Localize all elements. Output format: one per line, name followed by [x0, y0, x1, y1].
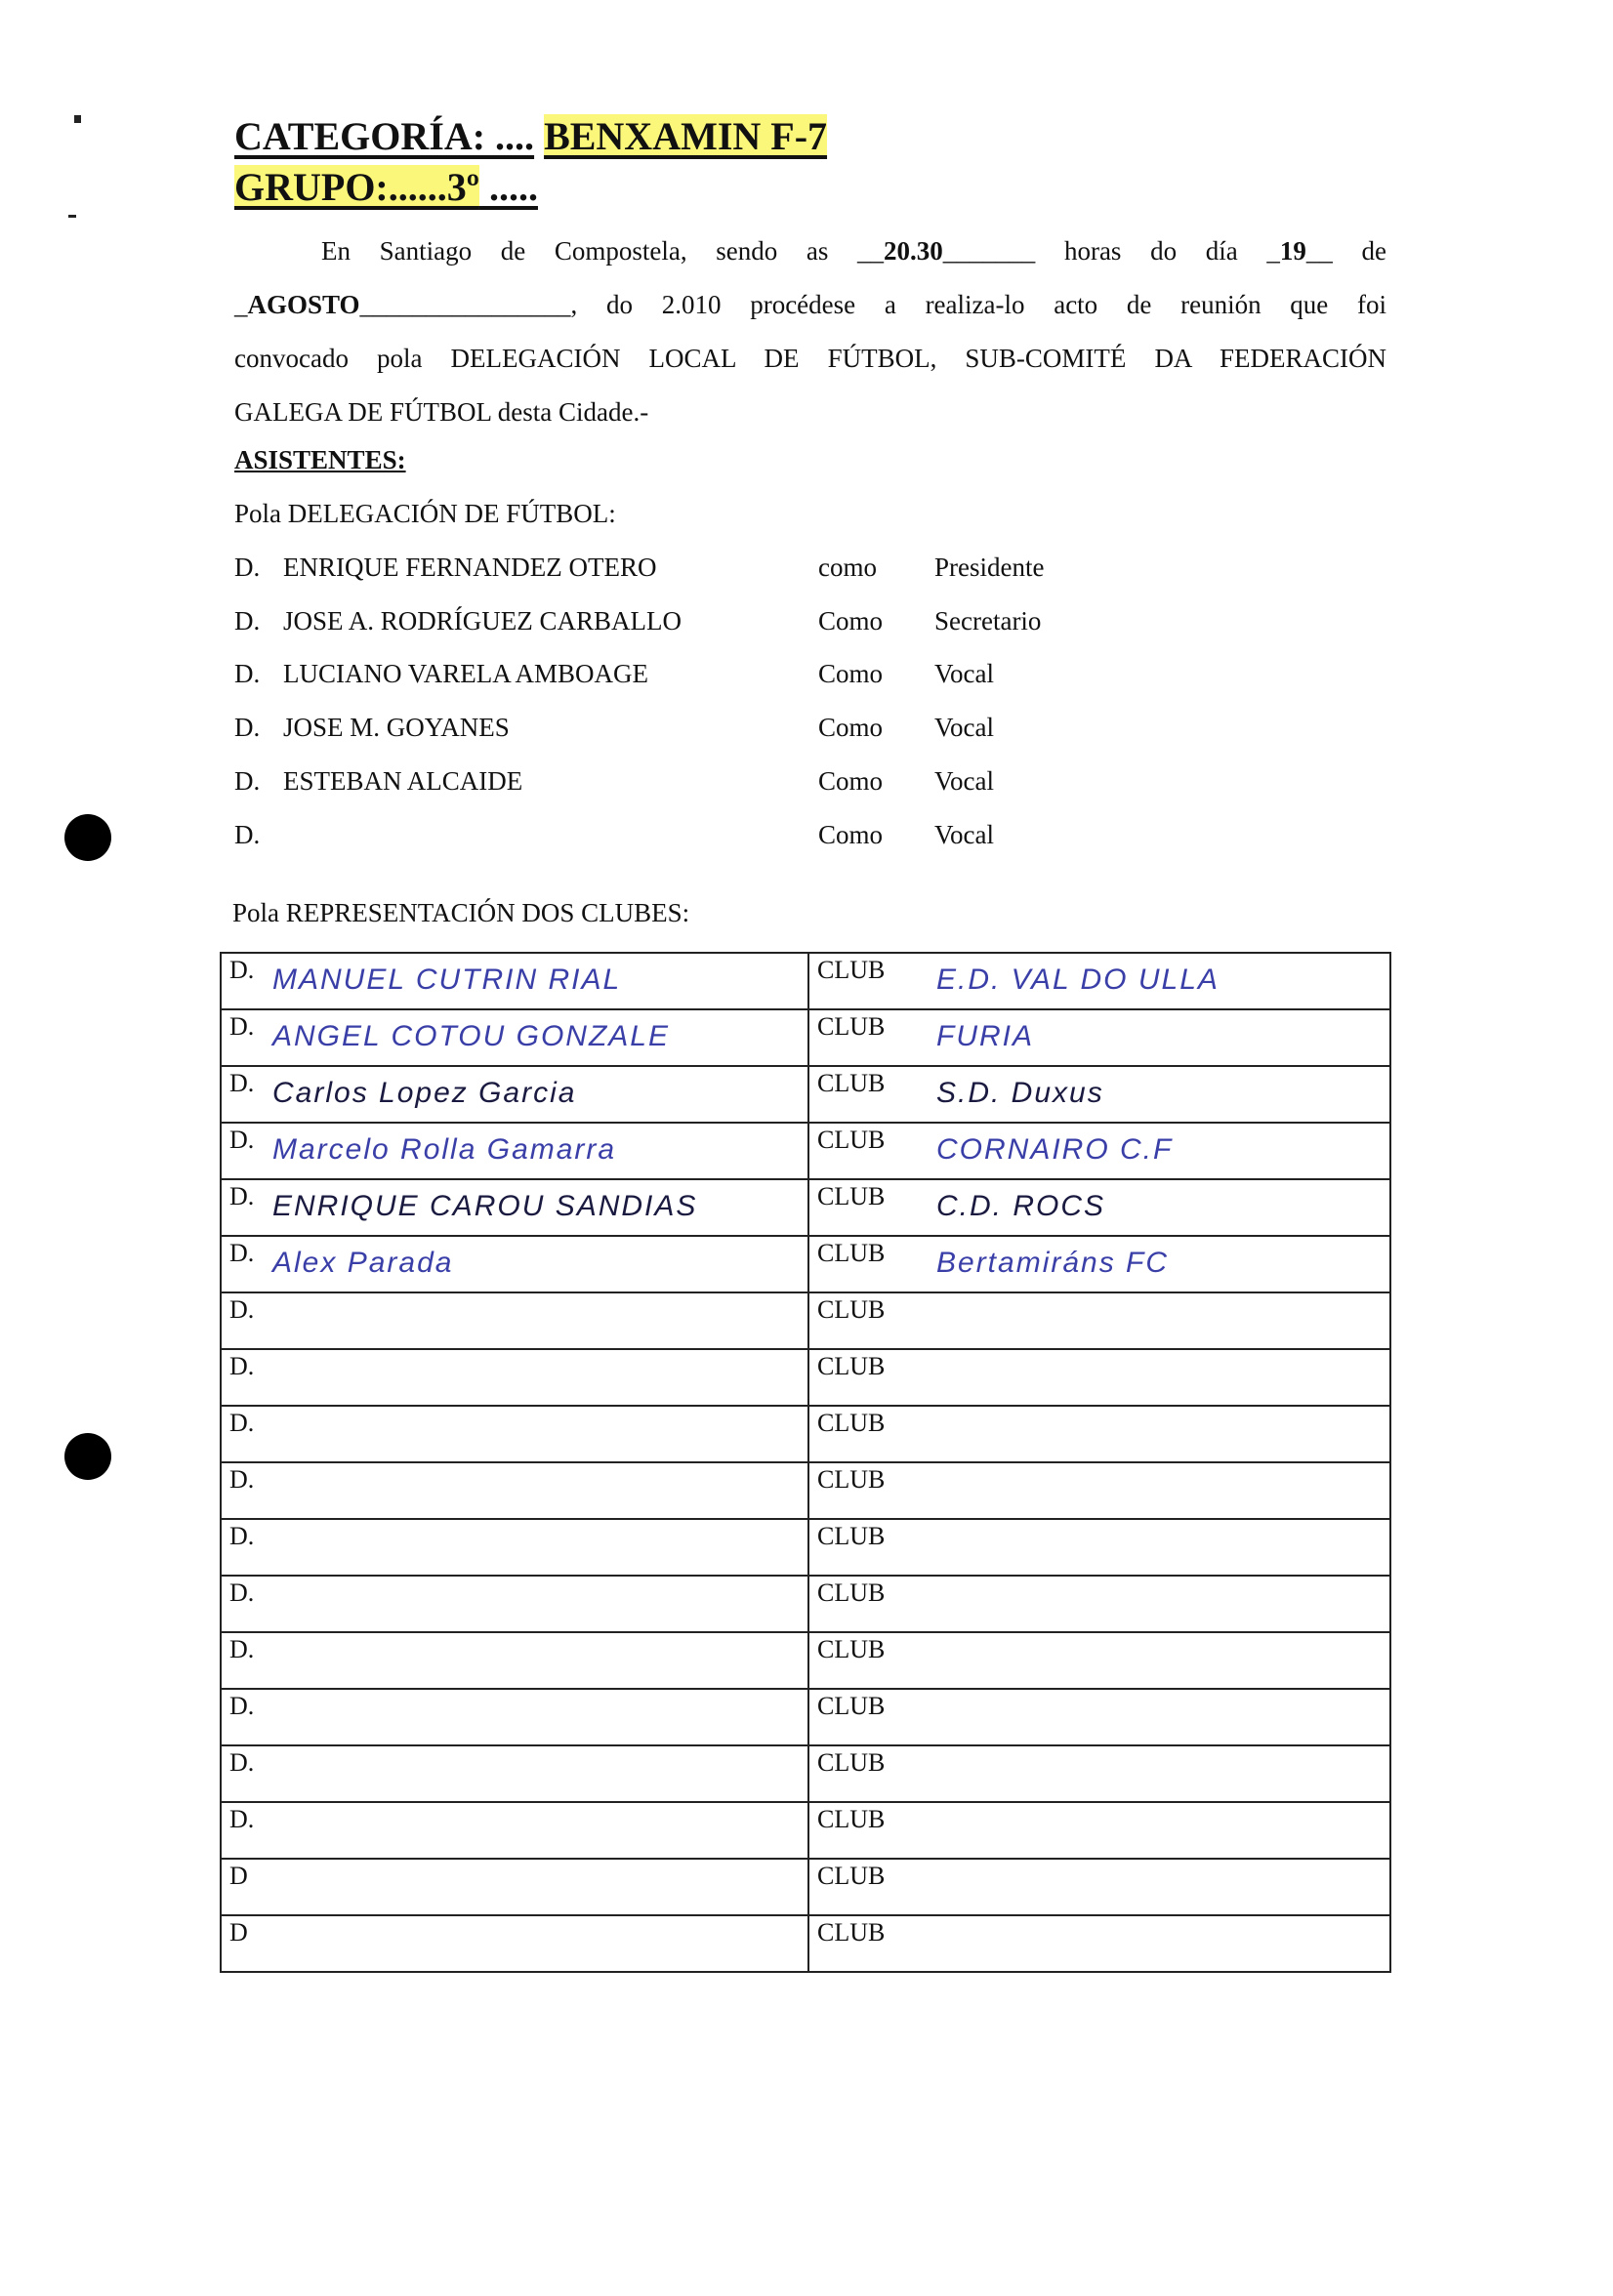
handwritten-name: Carlos Lopez Garcia	[272, 1077, 577, 1109]
meeting-month: AGOSTO	[247, 290, 360, 319]
member-as: Como	[818, 605, 884, 636]
club-label: CLUB	[817, 956, 886, 984]
club-label: CLUB	[817, 1805, 886, 1833]
scan-speck	[74, 115, 81, 123]
meeting-time: 20.30	[884, 236, 943, 266]
attendees-heading: ASISTENTES:	[234, 445, 406, 474]
handwritten-club: E.D. VAL DO ULLA	[936, 964, 1220, 996]
representative-cell	[221, 1349, 808, 1406]
member-prefix: D.	[234, 713, 261, 743]
table-row	[221, 1576, 1390, 1632]
member-as: Como	[818, 765, 884, 796]
member-as: Como	[818, 659, 884, 689]
club-cell	[808, 1406, 1390, 1462]
club-label: CLUB	[817, 1182, 886, 1210]
club-cell	[808, 1632, 1390, 1689]
member-role: Vocal	[934, 659, 994, 689]
table-row	[221, 953, 1390, 1009]
table-row	[221, 1066, 1390, 1123]
clubs-label: Pola REPRESENTACIÓN DOS CLUBES:	[232, 898, 690, 927]
club-label: CLUB	[817, 1465, 886, 1494]
club-label: CLUB	[817, 1692, 886, 1720]
club-cell	[808, 1462, 1390, 1519]
member-name: ESTEBAN ALCAIDE	[283, 765, 523, 796]
representative-cell	[221, 1009, 808, 1066]
table-row	[221, 1689, 1390, 1745]
table-row	[221, 1859, 1390, 1915]
row-prefix: D.	[229, 1635, 255, 1663]
row-prefix: D	[229, 1862, 248, 1890]
table-row	[221, 1179, 1390, 1236]
table-row	[221, 1406, 1390, 1462]
handwritten-name: ANGEL COTOU GONZALE	[272, 1020, 670, 1052]
row-prefix: D.	[229, 1522, 255, 1550]
punch-hole	[64, 1433, 111, 1480]
club-label: CLUB	[817, 1578, 886, 1607]
club-cell	[808, 1066, 1390, 1123]
club-label: CLUB	[817, 1352, 886, 1380]
club-cell	[808, 1349, 1390, 1406]
club-label: CLUB	[817, 1409, 886, 1437]
intro-line-3: convocado pola DELEGACIÓN LOCAL DE FÚTBOL, SUB-COMITÉ DA FEDERACIÓN	[234, 344, 1386, 373]
club-label: CLUB	[817, 1748, 886, 1777]
member-role: Vocal	[934, 819, 994, 849]
representative-cell	[221, 1462, 808, 1519]
clubs-table	[220, 952, 1391, 1973]
representative-cell	[221, 1123, 808, 1179]
handwritten-name: ENRIQUE CAROU SANDIAS	[272, 1190, 698, 1222]
table-row	[221, 1632, 1390, 1689]
category-value: BENXAMIN F-7	[544, 114, 828, 158]
member-as: Como	[818, 819, 884, 849]
member-prefix: D.	[234, 819, 261, 849]
handwritten-club: Bertamiráns FC	[936, 1247, 1170, 1279]
table-row	[221, 1802, 1390, 1859]
club-label: CLUB	[817, 1239, 886, 1267]
intro-line-2: _AGOSTO________________, do 2.010 procédese a realiza-lo acto de reunión que foi	[234, 290, 1386, 319]
member-role: Presidente	[934, 553, 1045, 582]
intro-line-4: GALEGA DE FÚTBOL desta Cidade.-	[234, 397, 649, 427]
intro-text: En Santiago de Compostela, sendo as	[320, 236, 829, 266]
club-label: CLUB	[817, 1918, 886, 1947]
row-prefix: D.	[229, 1578, 255, 1607]
representative-cell	[221, 1179, 808, 1236]
row-prefix: D.	[229, 1352, 255, 1380]
intro-line-1: En Santiago de Compostela, sendo as __20.30_______ horas do día _19__ de	[320, 236, 1387, 266]
intro-text: , do 2.010 procédese a realiza-lo acto de reunión que foi	[570, 290, 1386, 319]
group-heading	[234, 165, 538, 209]
club-label: CLUB	[817, 1126, 886, 1154]
row-prefix: D.	[229, 1126, 255, 1154]
club-cell	[808, 1292, 1390, 1349]
representative-cell	[221, 1066, 808, 1123]
row-prefix: D	[229, 1918, 248, 1947]
representative-cell	[221, 1292, 808, 1349]
representative-cell	[221, 1406, 808, 1462]
table-row	[221, 1349, 1390, 1406]
row-prefix: D.	[229, 1012, 255, 1041]
club-cell	[808, 1123, 1390, 1179]
row-prefix: D.	[229, 1182, 255, 1210]
representative-cell	[221, 1632, 808, 1689]
table-row	[221, 1123, 1390, 1179]
representative-cell	[221, 1745, 808, 1802]
intro-paragraph	[234, 225, 1386, 439]
club-cell	[808, 1915, 1390, 1972]
member-name: JOSE M. GOYANES	[283, 713, 510, 743]
table-row	[221, 1462, 1390, 1519]
club-cell	[808, 1802, 1390, 1859]
club-cell	[808, 1745, 1390, 1802]
row-prefix: D.	[229, 1692, 255, 1720]
intro-text: horas do día	[1063, 236, 1238, 266]
group-label: GRUPO:......3º	[234, 165, 479, 209]
club-label: CLUB	[817, 1069, 886, 1097]
representative-cell	[221, 1689, 808, 1745]
representative-cell	[221, 953, 808, 1009]
row-prefix: D.	[229, 1409, 255, 1437]
member-prefix: D.	[234, 553, 261, 582]
row-prefix: D.	[229, 1239, 255, 1267]
member-name: ENRIQUE FERNANDEZ OTERO	[283, 553, 657, 582]
club-label: CLUB	[817, 1635, 886, 1663]
club-cell	[808, 1009, 1390, 1066]
member-role: Vocal	[934, 765, 994, 796]
club-cell	[808, 1689, 1390, 1745]
representative-cell	[221, 1915, 808, 1972]
category-label: CATEGORÍA: ....	[234, 114, 535, 158]
handwritten-name: Alex Parada	[272, 1247, 454, 1279]
row-prefix: D.	[229, 956, 255, 984]
representative-cell	[221, 1859, 808, 1915]
table-row	[221, 1236, 1390, 1292]
delegation-label: Pola DELEGACIÓN DE FÚTBOL:	[234, 499, 616, 528]
group-suffix: .....	[478, 165, 538, 209]
handwritten-club: FURIA	[936, 1020, 1034, 1052]
club-label: CLUB	[817, 1522, 886, 1550]
member-role: Vocal	[934, 713, 994, 743]
member-prefix: D.	[234, 659, 261, 689]
table-row	[221, 1915, 1390, 1972]
club-cell	[808, 1519, 1390, 1576]
intro-text: de	[1361, 236, 1387, 266]
handwritten-club: S.D. Duxus	[936, 1077, 1104, 1109]
representative-cell	[221, 1236, 808, 1292]
row-prefix: D.	[229, 1805, 255, 1833]
member-prefix: D.	[234, 605, 261, 636]
club-label: CLUB	[817, 1862, 886, 1890]
club-cell	[808, 1236, 1390, 1292]
table-row	[221, 1519, 1390, 1576]
handwritten-name: MANUEL CUTRIN RIAL	[272, 964, 622, 996]
row-prefix: D.	[229, 1295, 255, 1324]
member-prefix: D.	[234, 765, 261, 796]
club-label: CLUB	[817, 1295, 886, 1324]
member-role: Secretario	[934, 605, 1042, 636]
handwritten-name: Marcelo Rolla Gamarra	[272, 1133, 617, 1166]
table-row	[221, 1292, 1390, 1349]
punch-hole	[64, 814, 111, 861]
representative-cell	[221, 1802, 808, 1859]
representative-cell	[221, 1519, 808, 1576]
club-cell	[808, 1179, 1390, 1236]
scan-speck	[68, 215, 76, 218]
club-cell	[808, 1576, 1390, 1632]
club-cell	[808, 1859, 1390, 1915]
member-as: como	[818, 553, 877, 582]
category-heading	[234, 114, 828, 158]
row-prefix: D.	[229, 1465, 255, 1494]
representative-cell	[221, 1576, 808, 1632]
table-row	[221, 1745, 1390, 1802]
row-prefix: D.	[229, 1069, 255, 1097]
table-row	[221, 1009, 1390, 1066]
row-prefix: D.	[229, 1748, 255, 1777]
member-name: JOSE A. RODRÍGUEZ CARBALLO	[283, 605, 682, 636]
club-cell	[808, 953, 1390, 1009]
handwritten-club: C.D. ROCS	[936, 1190, 1106, 1222]
handwritten-club: CORNAIRO C.F	[936, 1133, 1174, 1166]
club-label: CLUB	[817, 1012, 886, 1041]
meeting-day: 19	[1279, 236, 1306, 266]
member-name: LUCIANO VARELA AMBOAGE	[283, 659, 649, 689]
member-as: Como	[818, 713, 884, 743]
